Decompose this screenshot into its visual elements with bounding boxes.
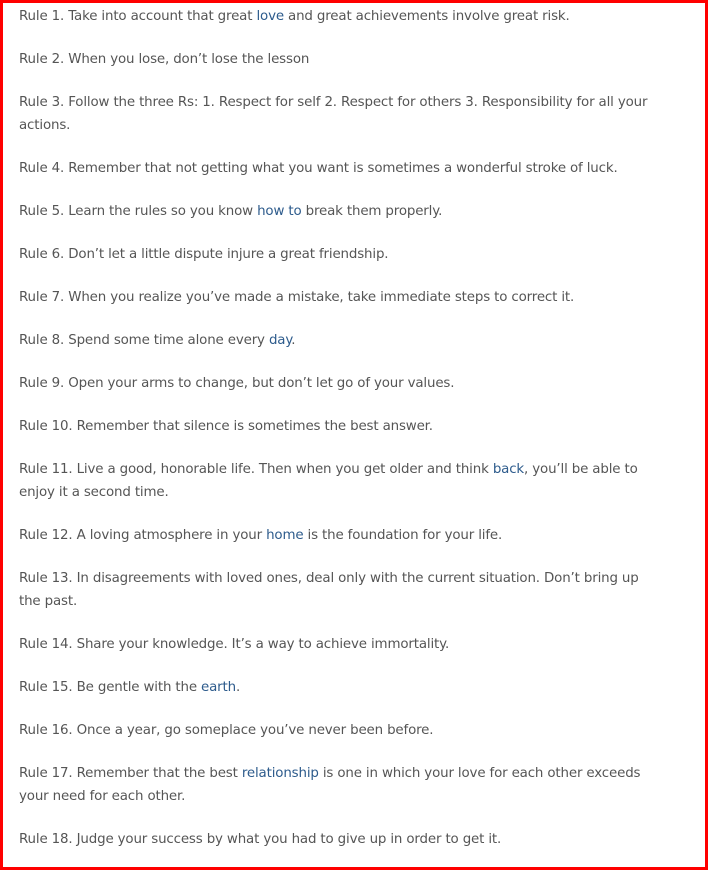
rule-text: Rule 3. Follow the three Rs: 1. Respect for self 2. Respect for others 3. Responsibility for all your: [19, 95, 648, 110]
rule-17: [19, 762, 640, 808]
link-relationship[interactable]: relationship: [241, 766, 319, 781]
rule-text: Rule 17. Remember that the best: [19, 766, 242, 781]
rule-8: [19, 329, 295, 352]
rule-text: the past.: [19, 594, 78, 609]
rule-10: [19, 415, 433, 438]
link-how-to[interactable]: how to: [257, 204, 302, 219]
rule-6: [19, 243, 388, 266]
rule-text: Rule 11. Live a good, honorable life. Then when you get older and think: [19, 462, 493, 477]
rule-18: [19, 828, 501, 851]
rule-text: Rule 18. Judge your success by what you had to give up in order to get it.: [19, 832, 502, 847]
rule-text: Rule 14. Share your knowledge. It’s a way to achieve immortality.: [19, 637, 450, 652]
rule-12: [19, 524, 502, 547]
rule-14: [19, 633, 449, 656]
rule-text: Rule 10. Remember that silence is sometimes the best answer.: [19, 419, 433, 434]
rule-text: break them properly.: [301, 204, 443, 219]
rule-text: Rule 5. Learn the rules so you know: [19, 204, 258, 219]
rule-5: [19, 200, 442, 223]
rule-11: [19, 458, 638, 504]
link-back[interactable]: back: [492, 462, 525, 477]
rule-text: Rule 13. In disagreements with loved ones, deal only with the current situation. Don’t bring up: [19, 571, 639, 586]
link-love[interactable]: love: [256, 9, 284, 24]
rule-text: Rule 4. Remember that not getting what you want is sometimes a wonderful stroke of luck.: [19, 161, 618, 176]
rule-text: Rule 6. Don’t let a little dispute injure a great friendship.: [19, 247, 389, 262]
rule-7: [19, 286, 574, 309]
rule-text: Rule 16. Once a year, go someplace you’ve never been before.: [19, 723, 434, 738]
rule-text: Rule 15. Be gentle with the: [19, 680, 202, 695]
rule-text: is the foundation for your life.: [303, 528, 503, 543]
link-earth[interactable]: earth: [201, 680, 236, 695]
rule-text: enjoy it a second time.: [19, 485, 169, 500]
rule-text: , you’ll be able to: [524, 462, 638, 477]
rule-3: [19, 91, 647, 137]
rule-text: Rule 1. Take into account that great: [19, 9, 257, 24]
rule-1: [19, 5, 570, 28]
rule-13: [19, 567, 639, 613]
rule-text: and great achievements involve great risk.: [283, 9, 570, 24]
rule-text: actions.: [19, 118, 71, 133]
rule-text: .: [235, 680, 241, 695]
rule-text: Rule 9. Open your arms to change, but don’t let go of your values.: [19, 376, 455, 391]
rule-text: is one in which your love for each other exceeds: [318, 766, 641, 781]
rule-text: Rule 12. A loving atmosphere in your: [19, 528, 267, 543]
rule-9: [19, 372, 454, 395]
rule-15: [19, 676, 240, 699]
rule-16: [19, 719, 433, 742]
link-home[interactable]: home: [266, 528, 304, 543]
rule-text: Rule 2. When you lose, don’t lose the lesson: [19, 52, 310, 67]
rule-2: [19, 48, 309, 71]
rule-text: your need for each other.: [19, 789, 186, 804]
rule-text: .: [291, 333, 296, 348]
rule-4: [19, 157, 618, 180]
rule-text: Rule 7. When you realize you’ve made a mistake, take immediate steps to correct it.: [19, 290, 575, 305]
rule-text: Rule 8. Spend some time alone every: [19, 333, 269, 348]
link-day[interactable]: day: [268, 333, 292, 348]
